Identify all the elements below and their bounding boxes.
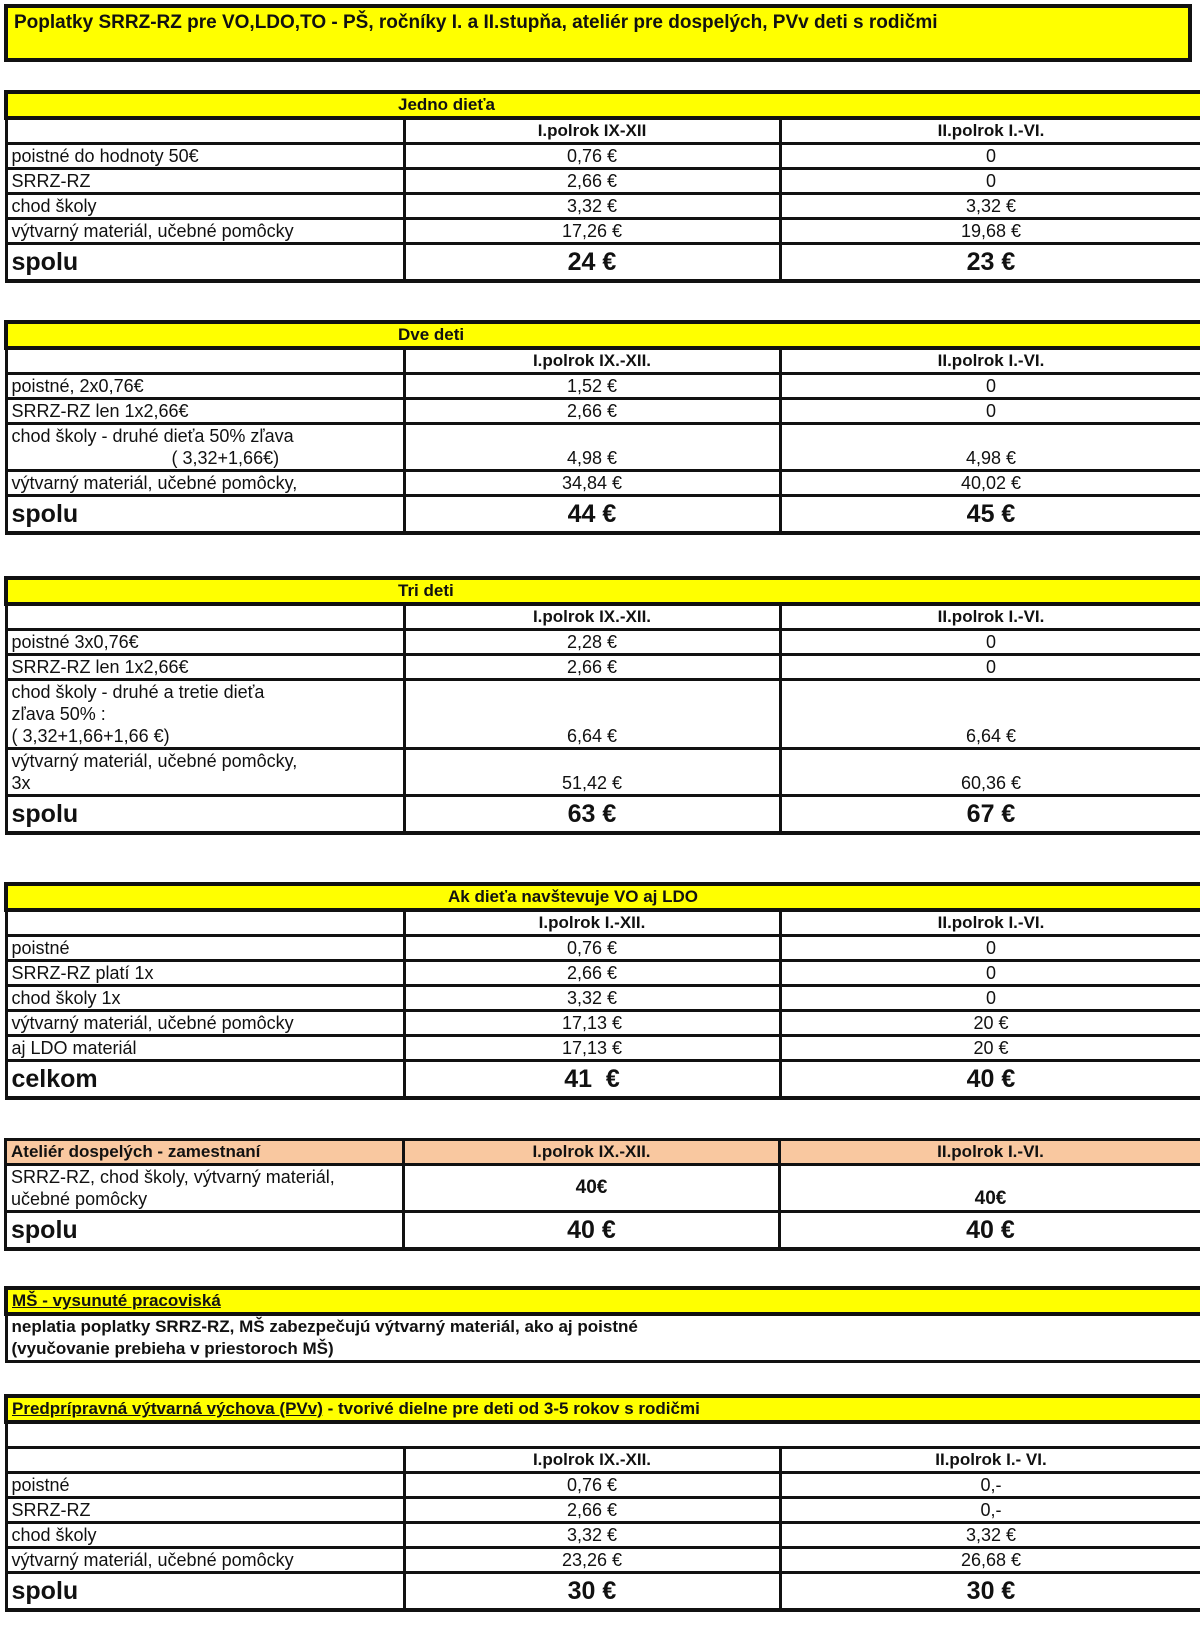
col-head-2: II.polrok I.- VI. [780, 1448, 1200, 1473]
table-row: SRRZ-RZ 2,66 € 0 [6, 169, 1200, 194]
table-row: chod školy 3,32 € 3,32 € [6, 1523, 1200, 1548]
col-head-1: I.polrok IX.-XII. [404, 348, 780, 374]
col-head-1: I.polrok IX.-XII. [404, 1448, 780, 1473]
section-adult-atelier [4, 1138, 1200, 1251]
col-head-2: II.polrok I.-VI. [780, 910, 1200, 936]
page-title: Poplatky SRRZ-RZ pre VO,LDO,TO - PŠ, ročníky I. a II.stupňa, ateliér pre dospelých, PVv deti s rodičmi [14, 12, 938, 33]
section-one-child [4, 90, 1200, 283]
table-row: poistné, 2x0,76€ 1,52 € 0 [6, 374, 1200, 399]
total-row: celkom 41 € 40 € [6, 1061, 1200, 1099]
section-three-children [4, 576, 1200, 835]
col-head-1: I.polrok IX.-XII. [404, 604, 780, 630]
table-row: SRRZ-RZ len 1x2,66€ 2,66 € 0 [6, 399, 1200, 424]
section-banner: Tri deti [6, 578, 1200, 604]
section-ms: MŠ - vysunuté pracoviská neplatia poplatky SRRZ-RZ, MŠ zabezpečujú výtvarný materiál, ako aj poistné (vyučovanie prebieha v priestoroch MŠ) [4, 1286, 1200, 1363]
table-row: chod školy - druhé dieťa 50% zľava ( 3,32+1,66€) 4,98 € 4,98 € [6, 424, 1200, 471]
table-row: poistné 0,76 € 0 [6, 936, 1200, 961]
total-row: spolu 44 € 45 € [6, 496, 1200, 534]
table-row: SRRZ-RZ platí 1x 2,66 € 0 [6, 961, 1200, 986]
total-row: spolu 63 € 67 € [6, 796, 1200, 834]
section-title: Predprípravná výtvarná výchova (PVv) - tvorivé dielne pre deti od 3-5 rokov s rodičmi [6, 1396, 1200, 1422]
col-head-1: I.polrok I.-XII. [404, 910, 780, 936]
section-banner: Ak dieťa navštevuje VO aj LDO [6, 884, 1200, 910]
table-row: chod školy - druhé a tretie dieťa zľava 50% : ( 3,32+1,66+1,66 €) 6,64 € 6,64 € [6, 680, 1200, 749]
table-row: výtvarný materiál, učebné pomôcky, 34,84 € 40,02 € [6, 471, 1200, 496]
section-title: MŠ - vysunuté pracoviská [6, 1288, 1200, 1314]
page-header [4, 4, 1192, 62]
total-row: spolu 40 € 40 € [6, 1212, 1200, 1250]
table-row: poistné do hodnoty 50€ 0,76 € 0 [6, 144, 1200, 169]
col-head-2: II.polrok I.-VI. [780, 118, 1200, 144]
section-title: Ateliér dospelých - zamestnaní [6, 1140, 404, 1165]
table-row: SRRZ-RZ 2,66 € 0,- [6, 1498, 1200, 1523]
table-row: výtvarný materiál, učebné pomôcky 17,26 € 19,68 € [6, 219, 1200, 244]
col-head-2: II.polrok I.-VI. [780, 604, 1200, 630]
section-two-children [4, 320, 1200, 535]
total-row: spolu 24 € 23 € [6, 244, 1200, 282]
table-row: poistné 3x0,76€ 2,28 € 0 [6, 630, 1200, 655]
table-row: chod školy 1x 3,32 € 0 [6, 986, 1200, 1011]
total-row: spolu 30 € 30 € [6, 1573, 1200, 1611]
section-banner: Dve deti [6, 322, 1200, 348]
section-vo-ldo [4, 882, 1200, 1100]
table-row: SRRZ-RZ len 1x2,66€ 2,66 € 0 [6, 655, 1200, 680]
table-row: výtvarný materiál, učebné pomôcky 23,26 € 26,68 € [6, 1548, 1200, 1573]
section-banner: Jedno dieťa [6, 92, 1200, 118]
table-row: výtvarný materiál, učebné pomôcky, 3x 51,42 € 60,36 € [6, 749, 1200, 796]
table-row: výtvarný materiál, učebné pomôcky 17,13 € 20 € [6, 1011, 1200, 1036]
col-head-1: I.polrok IX-XII [404, 118, 780, 144]
table-row: aj LDO materiál 17,13 € 20 € [6, 1036, 1200, 1061]
table-row: SRRZ-RZ, chod školy, výtvarný materiál, učebné pomôcky 40€ 40€ [6, 1165, 1200, 1212]
col-head-2: II.polrok I.-VI. [780, 1140, 1200, 1165]
table-row: chod školy 3,32 € 3,32 € [6, 194, 1200, 219]
table-row: poistné 0,76 € 0,- [6, 1473, 1200, 1498]
col-head-2: II.polrok I.-VI. [780, 348, 1200, 374]
section-pvv [4, 1394, 1200, 1612]
col-head-1: I.polrok IX.-XII. [404, 1140, 780, 1165]
